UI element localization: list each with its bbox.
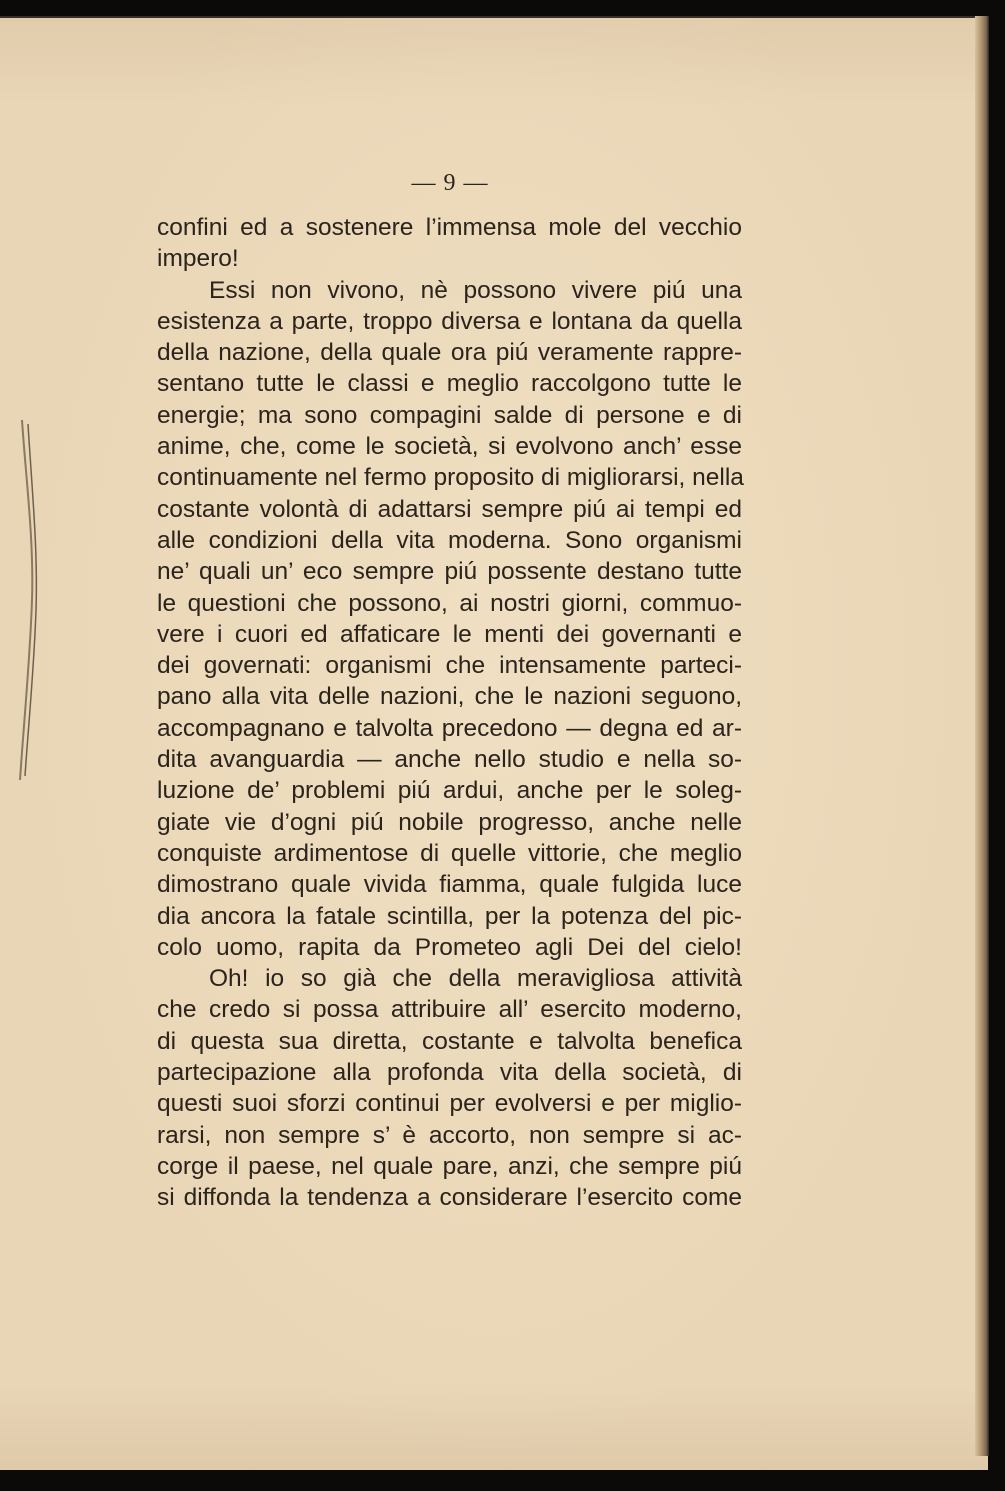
text-line: corge il paese, nel quale pare, anzi, che sempre piú — [157, 1152, 742, 1180]
text-line: Oh! io so già che della meravigliosa attività — [209, 965, 742, 993]
text-line: sentano tutte le classi e meglio raccolgono tutte le — [157, 370, 742, 398]
text-line: accompagnano e talvolta precedono — degna ed ar- — [157, 714, 742, 742]
text-line: dita avanguardia — anche nello studio e nella so- — [157, 746, 742, 774]
text-line: questi suoi sforzi continui per evolversi e per miglio- — [157, 1090, 742, 1118]
text-line: pano alla vita delle nazioni, che le nazioni seguono, — [157, 683, 742, 711]
text-line: dei governati: organismi che intensamente parteci- — [157, 652, 742, 680]
text-line: Essi non vivono, nè possono vivere piú una — [209, 276, 742, 304]
text-line: si diffonda la tendenza a considerare l’esercito come — [157, 1184, 742, 1212]
text-line: luzione de’ problemi piú ardui, anche per le soleg- — [157, 777, 742, 805]
text-line: impero! — [157, 245, 239, 273]
text-line: le questioni che possono, ai nostri giorni, commuo- — [157, 589, 742, 617]
text-line: dia ancora la fatale scintilla, per la potenza del pic- — [157, 902, 742, 930]
text-line: dimostrano quale vivida fiamma, quale fulgida luce — [157, 871, 742, 899]
text-line: giate vie d’ogni piú nobile progresso, anche nelle — [157, 808, 742, 836]
body-text — [157, 212, 742, 1214]
text-line: energie; ma sono compagini salde di persone e di — [157, 401, 742, 429]
text-line: costante volontà di adattarsi sempre piú ai tempi ed — [157, 495, 742, 523]
text-line: che credo si possa attribuire all’ esercito moderno, — [157, 996, 742, 1024]
text-line: continuamente nel fermo proposito di migliorarsi, nella — [157, 464, 744, 492]
text-line: conquiste ardimentose di quelle vittorie, che meglio — [157, 839, 742, 867]
text-line: rarsi, non sempre s’ è accorto, non sempre si ac- — [157, 1121, 742, 1149]
text-line: colo uomo, rapita da Prometeo agli Dei del cielo! — [157, 933, 742, 961]
text-line: ne’ quali un’ eco sempre piú possente destano tutte — [157, 558, 742, 586]
text-line: anime, che, come le società, si evolvono anch’ esse — [157, 433, 742, 461]
text-line: vere i cuori ed affaticare le menti dei governanti e — [157, 620, 742, 648]
text-line: della nazione, della quale ora piú veramente rappre- — [157, 339, 742, 367]
page-number: — 9 — — [411, 170, 489, 196]
text-line: di questa sua diretta, costante e talvolta benefica — [157, 1027, 742, 1055]
page-edge — [975, 16, 989, 1456]
binding-thread-icon — [18, 420, 40, 780]
text-line: alle condizioni della vita moderna. Sono organismi — [157, 526, 742, 554]
text-line: esistenza a parte, troppo diversa e lontana da quella — [157, 307, 742, 335]
text-line: confini ed a sostenere l’immensa mole del vecchio — [157, 214, 742, 241]
text-line: partecipazione alla profonda vita della società, di — [157, 1059, 742, 1087]
